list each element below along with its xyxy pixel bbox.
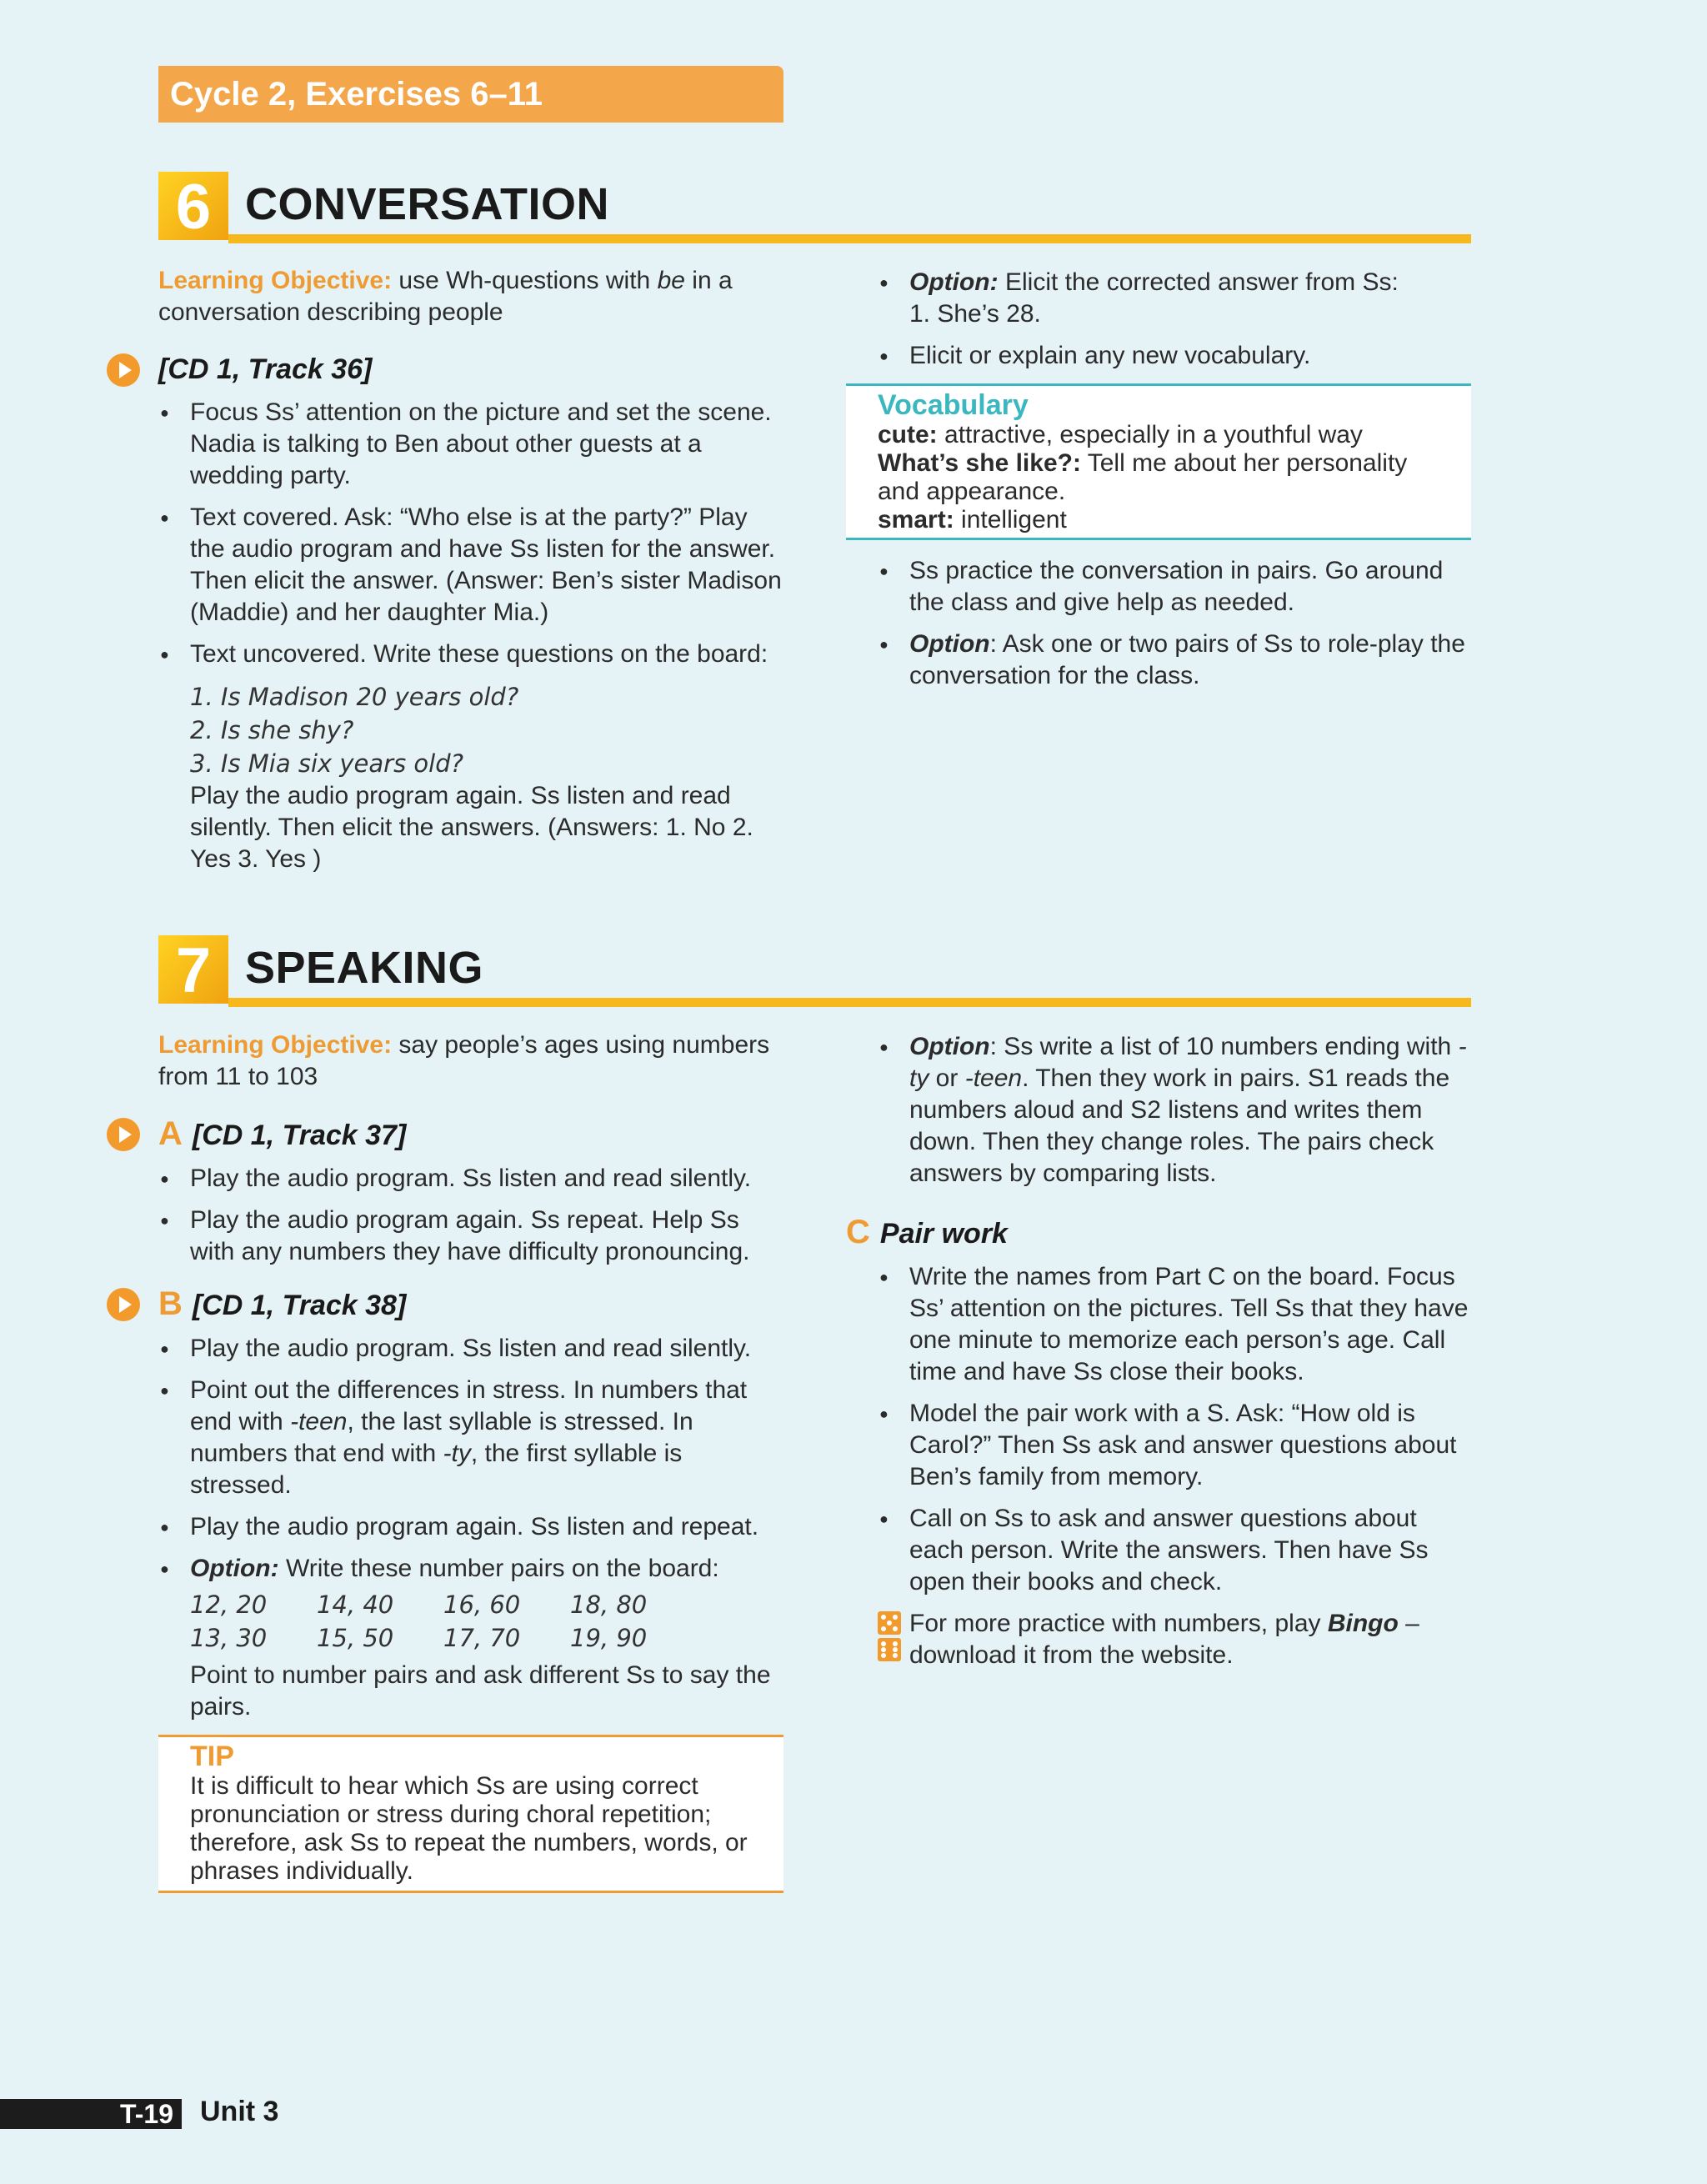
section-7-left-column <box>158 1029 783 1893</box>
stress-text: , the first syllable is stressed. <box>190 1440 683 1499</box>
option-answer: 1. She’s 28. <box>909 300 1041 328</box>
learning-objective-text: use Wh-questions with <box>398 267 658 294</box>
list-item: ● Model the pair work with a S. Ask: “How old is Carol?” Then Ss ask and answer questions about Ben’s family from memory. <box>909 1398 1471 1493</box>
part-b-heading <box>158 1286 783 1323</box>
part-letter: A <box>158 1115 183 1152</box>
vocabulary-entry <box>878 506 1439 534</box>
number-pair: 14, 40 <box>317 1590 394 1619</box>
track-label: [CD 1, Track 38] <box>192 1290 407 1321</box>
section-title: SPEAKING <box>245 943 484 993</box>
play-icon[interactable] <box>107 1118 140 1151</box>
list-item: ● Write the names from Part C on the board. Focus Ss’ attention on the pictures. Tell Ss that they have one minute to memorize each person’s age. Call time and have Ss close their books. <box>909 1261 1471 1388</box>
learning-objective-text: say people’s ages using numbers from 11 to 103 <box>158 1031 770 1090</box>
track-label: [CD 1, Track 36] <box>158 353 373 385</box>
learning-objective-em: be <box>657 267 685 294</box>
stress-text: , the last syllable is stressed. In numbers that end with <box>190 1408 693 1467</box>
list-item <box>190 1553 783 1585</box>
bullet-list <box>909 555 1471 692</box>
cycle-banner: Cycle 2, Exercises 6–11 <box>158 66 783 123</box>
section-6-left-column <box>158 265 783 875</box>
pairs-instruction: Point to number pairs and ask different Ss to say the pairs. <box>190 1661 771 1721</box>
vocabulary-definition: Tell me about her personality and appearance. <box>878 449 1408 505</box>
stress-text: Point out the differences in stress. In numbers that end with <box>190 1376 748 1435</box>
option-text: : Ss write a list of 10 numbers ending with <box>989 1033 1459 1060</box>
list-item: ● Play the audio program again. Ss repeat. Help Ss with any numbers they have difficulty pronouncing. <box>190 1205 783 1268</box>
tip-box <box>158 1735 783 1893</box>
suffix-teen: -teen <box>964 1064 1023 1092</box>
option-text: Elicit the corrected answer from Ss: <box>998 268 1399 296</box>
list-item: ● Ss practice the conversation in pairs. Go around the class and give help as needed. <box>909 555 1471 619</box>
section-7-header <box>158 935 1471 1007</box>
list-item: ● Call on Ss to ask and answer questions about each person. Write the answers. Then have Ss open their books and check. <box>909 1503 1471 1598</box>
number-pair: 18, 80 <box>570 1590 648 1619</box>
section-6-header <box>158 172 1471 243</box>
bingo-note <box>909 1608 1471 1671</box>
vocabulary-definition: attractive, especially in a youthful way <box>937 421 1363 448</box>
number-pairs-row <box>190 1588 783 1621</box>
number-pairs-row <box>190 1621 783 1655</box>
list-item: ● Focus Ss’ attention on the picture and set the scene. Nadia is talking to Ben about other guests at a wedding party. <box>190 397 783 492</box>
dice-icon <box>878 1611 901 1661</box>
number-pair: 19, 90 <box>570 1624 648 1652</box>
bullet-list <box>909 1031 1471 1190</box>
list-item <box>909 1031 1471 1190</box>
track-label: [CD 1, Track 37] <box>192 1120 407 1151</box>
section-rule <box>228 998 1471 1007</box>
learning-objective-label: Learning Objective: <box>158 267 393 294</box>
suffix-ty: -ty <box>443 1440 471 1467</box>
bullet-list <box>909 267 1471 372</box>
board-question: 1. Is Madison 20 years old? <box>190 683 519 711</box>
list-item: ● Elicit or explain any new vocabulary. <box>909 340 1471 372</box>
option-label: Option <box>909 1033 990 1060</box>
number-pair: 15, 50 <box>317 1624 394 1652</box>
bingo-text: For more practice with numbers, play <box>909 1610 1328 1637</box>
list-item <box>190 1375 783 1501</box>
track-heading <box>158 352 783 387</box>
list-item: ● Play the audio program. Ss listen and read silently. <box>190 1333 783 1365</box>
number-pair: 12, 20 <box>190 1590 268 1619</box>
vocabulary-term: What’s she like?: <box>878 449 1081 477</box>
learning-objective <box>158 1029 783 1093</box>
section-title: CONVERSATION <box>245 179 610 229</box>
number-pair: 13, 30 <box>190 1624 268 1652</box>
play-icon[interactable] <box>107 1288 140 1321</box>
option-label: Option: <box>190 1555 279 1582</box>
list-item <box>909 629 1471 692</box>
page-number: T-19 <box>0 2099 182 2129</box>
vocabulary-definition: intelligent <box>954 506 1067 533</box>
number-pair: 17, 70 <box>443 1624 521 1652</box>
tip-title: TIP <box>190 1741 234 1772</box>
section-number: 6 <box>158 172 228 240</box>
option-label: Option <box>909 630 990 658</box>
vocabulary-term: cute: <box>878 421 938 448</box>
section-6-right-column <box>878 267 1471 702</box>
part-a-heading <box>158 1116 783 1153</box>
suffix-ty: -ty <box>909 1033 1467 1092</box>
section-7-right-column <box>846 1031 1471 1671</box>
part-c-heading <box>846 1215 1471 1251</box>
bullet-list <box>190 1163 783 1268</box>
option-text: or <box>929 1064 965 1092</box>
suffix-teen: -teen <box>290 1408 348 1435</box>
option-label: Option: <box>909 268 999 296</box>
bullet-list <box>190 1333 783 1585</box>
learning-objective <box>158 265 783 328</box>
section-number: 7 <box>158 935 228 1004</box>
vocabulary-term: smart: <box>878 506 954 533</box>
list-item: ● Text uncovered. Write these questions on the board: <box>190 639 783 670</box>
vocabulary-box <box>846 383 1471 540</box>
option-text: . Then they work in pairs. S1 reads the numbers aloud and S2 listens and writes them down. Then they change roles. The pairs check answers by comparing lists. <box>909 1064 1450 1187</box>
bingo-label: Bingo <box>1327 1610 1399 1637</box>
part-title: Pair work <box>879 1218 1008 1250</box>
board-question: 3. Is Mia six years old? <box>190 749 464 778</box>
answers-paragraph: Play the audio program again. Ss listen and read silently. Then elicit the answers. (Answers: 1. No 2. Yes 3. Yes ) <box>190 782 753 873</box>
number-pair: 16, 60 <box>443 1590 521 1619</box>
tip-text: It is difficult to hear which Ss are using correct pronunciation or stress during choral repetition; therefore, ask Ss to repeat the numbers, words, or phrases individually. <box>190 1772 748 1885</box>
list-item <box>909 267 1471 330</box>
part-letter: B <box>158 1285 183 1322</box>
option-text: Write these number pairs on the board: <box>278 1555 719 1582</box>
bullet-list <box>909 1261 1471 1598</box>
section-rule <box>228 234 1471 243</box>
vocabulary-title: Vocabulary <box>878 389 1029 421</box>
bingo-text-end: – download it from the website. <box>909 1610 1419 1669</box>
list-item: ● Play the audio program again. Ss listen and repeat. <box>190 1511 783 1543</box>
learning-objective-label: Learning Objective: <box>158 1031 393 1059</box>
list-item: ● Play the audio program. Ss listen and read silently. <box>190 1163 783 1195</box>
learning-objective-text-end: in a conversation describing people <box>158 267 733 326</box>
vocabulary-entry <box>878 449 1439 506</box>
part-letter: C <box>846 1214 870 1250</box>
play-icon[interactable] <box>107 353 140 387</box>
board-question: 2. Is she shy? <box>190 716 354 744</box>
bullet-list <box>190 397 783 670</box>
option-text: : Ask one or two pairs of Ss to role-play the conversation for the class. <box>909 630 1465 689</box>
unit-label: Unit 3 <box>200 2096 279 2127</box>
list-item: ● Text covered. Ask: “Who else is at the party?” Play the audio program and have Ss listen for the answer. Then elicit the answer. (Answer: Ben’s sister Madison (Maddie) and her daughter Mia.) <box>190 502 783 629</box>
vocabulary-entry <box>878 421 1439 449</box>
